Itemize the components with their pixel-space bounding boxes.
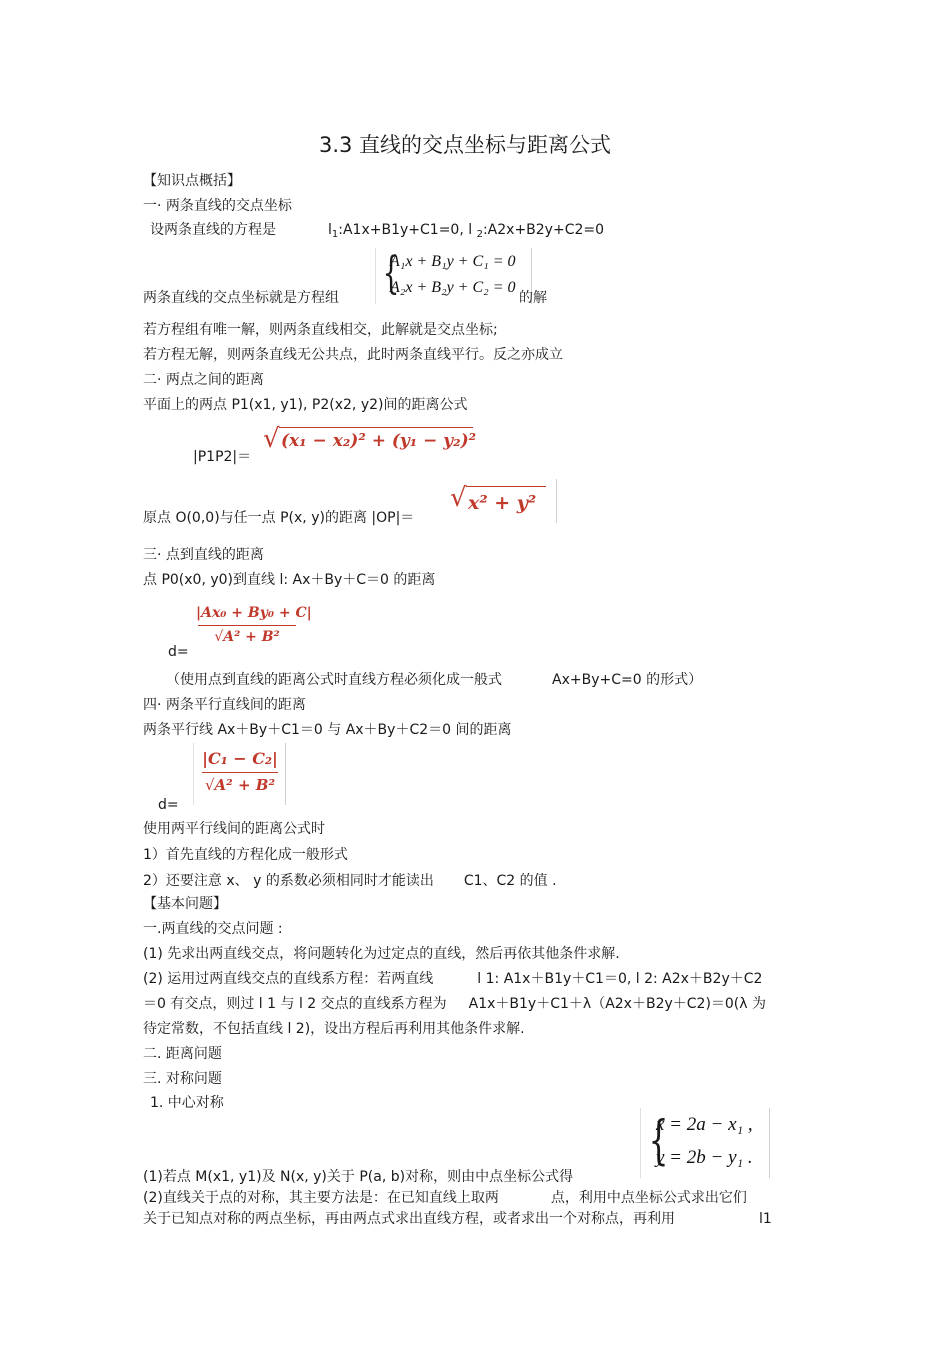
- text-method-2-line3: 待定常数，不包括直线 l 2)，设出方程后再利用其他条件求解.: [143, 1021, 525, 1037]
- label-d-point-line: d=: [168, 644, 189, 660]
- section-heading-knowledge: 【知识点概括】: [143, 173, 241, 189]
- heading-intersection-problem: 一.两直线的交点问题 :: [143, 921, 283, 937]
- text-step-1: 1）首先直线的方程化成一般形式: [143, 847, 348, 863]
- note-general-form: （使用点到直线的距离公式时直线方程必须化成一般式 Ax+By+C=0 的形式）: [166, 672, 703, 688]
- heading-central-symmetry: 1. 中心对称: [150, 1095, 224, 1111]
- text-method-2-line1: (2) 运用过两直线交点的直线系方程：若两直线 l 1: A1x＋B1y＋C1＝0, l 2: A2x＋B2y＋C2: [143, 971, 763, 987]
- heading-parallel-lines: 四· 两条平行直线间的距离: [143, 697, 306, 713]
- text-method-2-line2: ＝0 有交点，则过 l 1 与 l 2 交点的直线系方程为 A1x＋B1y＋C1＋λ（A2x＋B2y＋C2)＝0(λ 为: [143, 996, 767, 1012]
- parallel-distance-formula: |C₁ − C₂| √A² + B²: [193, 743, 286, 805]
- text-method-1: (1) 先求出两直线交点，将问题转化为过定点的直线，然后再依其他条件求解.: [143, 946, 620, 962]
- heading-intersection: 一· 两条直线的交点坐标: [143, 198, 292, 214]
- midpoint-symmetry-formula: { x = 2a − x₁ , y = 2b − y₁ .: [640, 1108, 770, 1178]
- text-unique-solution: 若方程组有唯一解，则两条直线相交，此解就是交点坐标;: [143, 322, 498, 338]
- text-parallel-lines: 两条平行线 Ax＋By＋C1＝0 与 Ax＋By＋C2＝0 间的距离: [143, 722, 512, 738]
- two-point-distance-formula: √ (x₁ − x₂)² + (y₁ − y₂)²: [263, 424, 477, 454]
- text-no-solution: 若方程无解，则两条直线无公共点，此时两条直线平行。反之亦成立: [143, 347, 563, 363]
- text-two-points: 平面上的两点 P1(x1, y1), P2(x2, y2)间的距离公式: [143, 397, 468, 413]
- label-p1p2: |P1P2|＝: [193, 449, 252, 465]
- text-point-line: 点 P0(x0, y0)到直线 l: Ax＋By＋C＝0 的距离: [143, 572, 436, 588]
- line-equations: 设两条直线的方程是 $l_1:A1x+B1y+C1=0$, l $_2$:A2x+B2y+C2=0: [150, 222, 605, 240]
- page-title: 3.3 直线的交点坐标与距离公式: [318, 133, 612, 157]
- text-line-symmetry-1: (2)直线关于点的对称，其主要方法是：在已知直线上取两 点，利用中点坐标公式求出它们: [143, 1190, 747, 1206]
- heading-two-points: 二· 两点之间的距离: [143, 372, 264, 388]
- heading-symmetry-problem: 三. 对称问题: [143, 1071, 222, 1087]
- text-step-2: 2）还要注意 x、 y 的系数必须相同时才能读出 C1、C2 的值 .: [143, 873, 557, 889]
- intersection-explanation: 两条直线的交点坐标就是方程组 的解: [143, 290, 547, 306]
- point-line-distance-formula: |Ax₀ + By₀ + C| √A² + B²: [196, 605, 312, 645]
- text-parallel-usage: 使用两平行线间的距离公式时: [143, 821, 325, 837]
- heading-point-line: 三· 点到直线的距离: [143, 547, 264, 563]
- section-heading-basic: 【基本问题】: [143, 896, 227, 912]
- text-origin-distance: 原点 O(0,0)与任一点 P(x, y)的距离 |OP|＝: [143, 510, 415, 526]
- label-d-parallel: d=: [158, 797, 179, 813]
- text-line-symmetry-2: 关于已知点对称的两点坐标，再由两点式求出直线方程，或者求出一个对称点，再利用 l1: [143, 1211, 772, 1227]
- text-point-symmetry: (1)若点 M(x1, y1)及 N(x, y)关于 P(a, b)对称，则由中点坐标公式得: [143, 1169, 574, 1185]
- equation-system-formula: { A₁x + B₁y + C₁ = 0 A₂x + B₂y + C₂ = 0: [375, 248, 532, 304]
- origin-distance-formula: √ x² + y²: [444, 479, 557, 523]
- heading-distance-problem: 二. 距离问题: [143, 1046, 222, 1062]
